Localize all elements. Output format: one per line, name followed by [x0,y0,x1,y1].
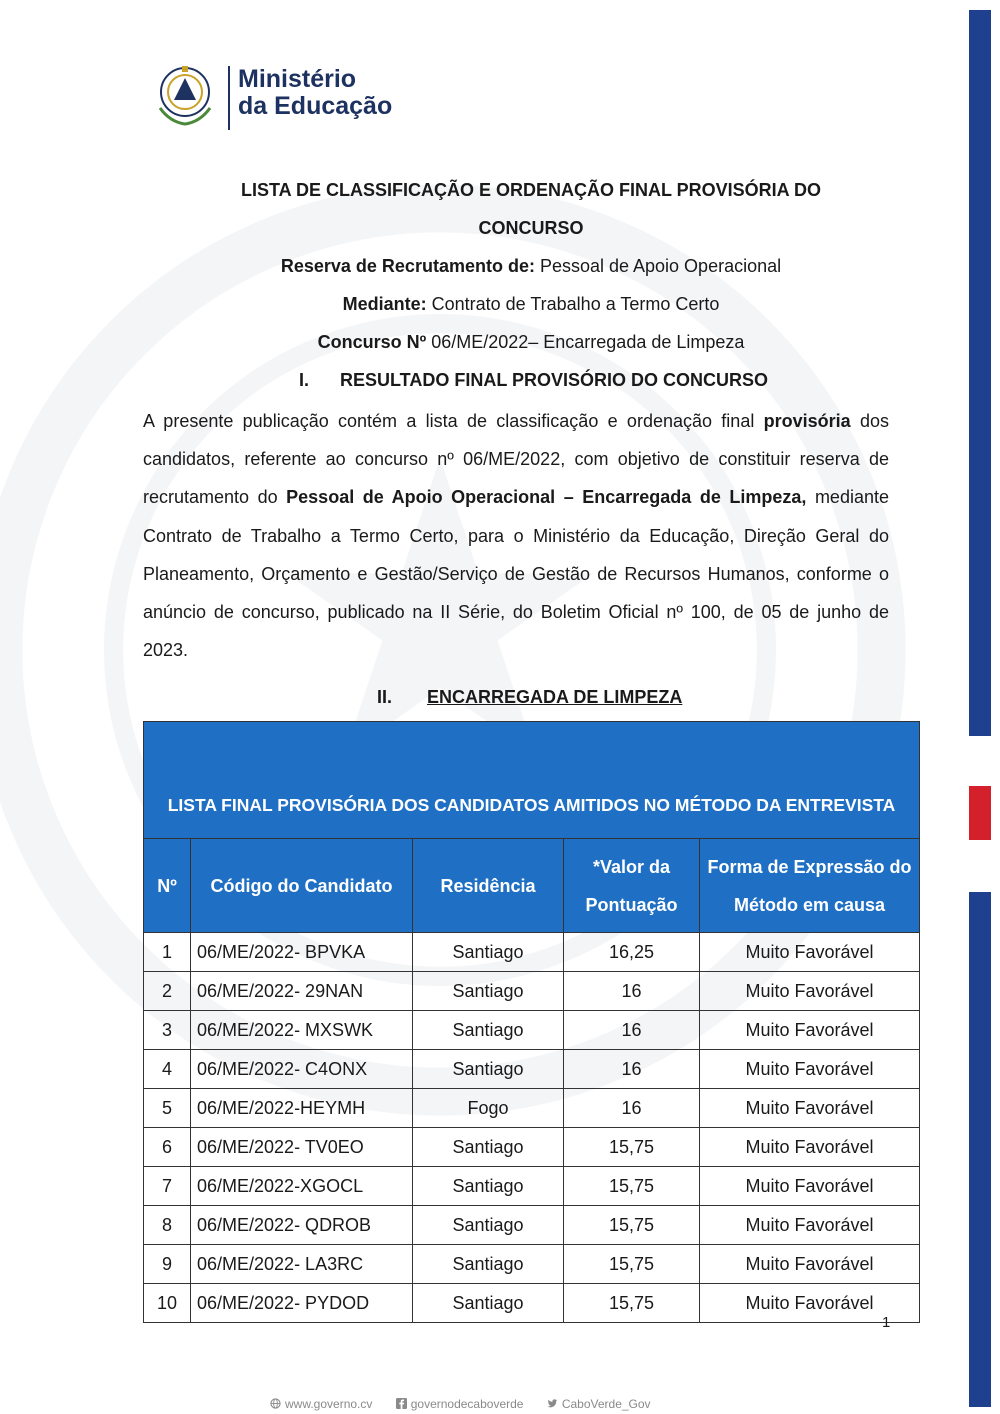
header-score-line-1: *Valor da [592,856,671,877]
document-title-line-1: LISTA DE CLASSIFICAÇÃO E ORDENAÇÃO FINAL PROVISÓRIA DO [240,180,822,200]
cell-residence: Santiago [413,1245,564,1284]
cell-residence: Santiago [413,1050,564,1089]
footer-facebook: governodecaboverde [410,1397,524,1411]
table-row [144,1206,920,1245]
cell-code: 06/ME/2022- PYDOD [191,1284,413,1323]
logo-line-1: Ministério [238,65,357,93]
table-title: LISTA FINAL PROVISÓRIA DOS CANDIDATOS AMITIDOS NO MÉTODO DA ENTREVISTA [144,722,920,839]
cell-residence: Santiago [413,1011,564,1050]
para-bold-1: provisória [763,411,851,431]
intro-paragraph [143,402,889,669]
para-text-3: mediante Contrato de Trabalho a Termo Certo, para o Ministério da Educação, Direção Geral do Planeamento, Orçamento e Gestão/Serviço de Gestão de Recursos Humanos, conforme o anúncio de concurso, publicado na II Série, do Boletim Oficial nº 100, de 05 de junho de 2023. [143,487,889,661]
cell-score: 16 [564,1089,700,1128]
cell-residence: Santiago [413,1284,564,1323]
header-score-line-2: Pontuação [585,894,678,915]
cell-num: 2 [144,972,191,1011]
cell-num: 9 [144,1245,191,1284]
cell-score: 16,25 [564,933,700,972]
table-row [144,933,920,972]
cell-num: 6 [144,1128,191,1167]
table-row [144,1245,920,1284]
cell-residence: Santiago [413,933,564,972]
cell-form: Muito Favorável [700,1206,920,1245]
side-bar-red [969,786,991,840]
cell-form: Muito Favorável [700,1167,920,1206]
concurso-line [143,332,919,352]
cell-code: 06/ME/2022- C4ONX [191,1050,413,1089]
cell-residence: Fogo [413,1089,564,1128]
document-title-line-2: CONCURSO [478,218,584,238]
cell-num: 4 [144,1050,191,1089]
header-code: Código do Candidato [191,839,413,933]
cell-residence: Santiago [413,1206,564,1245]
section-2-title: ENCARREGADA DE LIMPEZA [427,687,683,707]
footer-twitter-item[interactable] [547,1397,661,1411]
header-form-line-2: Método em causa [733,894,886,915]
side-bar-blue-top [969,10,991,736]
ministry-logo [148,62,408,134]
para-text-1: A presente publicação contém a lista de classificação e ordenação final [143,411,764,431]
cell-score: 16 [564,1011,700,1050]
cell-form: Muito Favorável [700,1050,920,1089]
footer [270,1397,690,1411]
cell-score: 15,75 [564,1245,700,1284]
cell-form: Muito Favorável [700,972,920,1011]
concurso-label: Concurso Nº [317,332,427,352]
cell-num: 5 [144,1089,191,1128]
concurso-value: 06/ME/2022– Encarregada de Limpeza [426,332,745,352]
cell-score: 15,75 [564,1206,700,1245]
mediante-line [143,294,919,314]
reserva-line [143,256,919,276]
cell-form: Muito Favorável [700,933,920,972]
cell-score: 15,75 [564,1284,700,1323]
cell-score: 16 [564,972,700,1011]
logo-line-2: da Educação [238,92,393,120]
cell-code: 06/ME/2022-XGOCL [191,1167,413,1206]
mediante-value: Contrato de Trabalho a Termo Certo [426,294,720,314]
table-row [144,1284,920,1323]
cell-residence: Santiago [413,1128,564,1167]
facebook-icon [396,1398,407,1409]
side-bar-blue-bottom [969,892,991,1407]
cell-code: 06/ME/2022- QDROB [191,1206,413,1245]
para-bold-2: Pessoal de Apoio Operacional – Encarregada de Limpeza, [286,487,807,508]
cell-code: 06/ME/2022- MXSWK [191,1011,413,1050]
cell-score: 15,75 [564,1167,700,1206]
footer-twitter: CaboVerde_Gov [561,1397,651,1411]
footer-facebook-item[interactable] [396,1397,537,1411]
header-num: Nº [144,839,191,933]
header-form-line-1: Forma de Expressão do [707,856,912,877]
table-row [144,1128,920,1167]
logo-text [238,66,392,120]
results-table [143,721,920,1323]
cell-num: 10 [144,1284,191,1323]
table-row [144,1167,920,1206]
cell-num: 1 [144,933,191,972]
header-form [700,839,920,933]
cell-form: Muito Favorável [700,1089,920,1128]
cell-residence: Santiago [413,972,564,1011]
cell-form: Muito Favorável [700,1011,920,1050]
cell-score: 16 [564,1050,700,1089]
cell-code: 06/ME/2022- 29NAN [191,972,413,1011]
table-row [144,1089,920,1128]
reserva-label: Reserva de Recrutamento de: [280,256,535,276]
header-score [564,839,700,933]
header-residence: Residência [413,839,564,933]
coat-of-arms-icon [148,62,222,132]
cell-code: 06/ME/2022-HEYMH [191,1089,413,1128]
cell-num: 3 [144,1011,191,1050]
globe-icon [270,1398,281,1409]
section-2-number: II. [377,687,393,707]
section-1-number: I. [299,370,310,390]
logo-divider [228,66,230,130]
cell-code: 06/ME/2022- TV0EO [191,1128,413,1167]
cell-code: 06/ME/2022- BPVKA [191,933,413,972]
table-row [144,1011,920,1050]
table-row [144,1050,920,1089]
cell-score: 15,75 [564,1128,700,1167]
cell-form: Muito Favorável [700,1128,920,1167]
cell-num: 7 [144,1167,191,1206]
cell-residence: Santiago [413,1167,564,1206]
mediante-label: Mediante: [342,294,427,314]
section-1-title: RESULTADO FINAL PROVISÓRIO DO CONCURSO [340,370,769,390]
cell-form: Muito Favorável [700,1284,920,1323]
footer-website: www.governo.cv [285,1397,373,1411]
cell-form: Muito Favorável [700,1245,920,1284]
table-row [144,972,920,1011]
page-number: 1 [882,1314,891,1331]
cell-code: 06/ME/2022- LA3RC [191,1245,413,1284]
cell-num: 8 [144,1206,191,1245]
twitter-icon [547,1398,558,1409]
reserva-value: Pessoal de Apoio Operacional [534,256,782,276]
footer-website-item[interactable] [270,1397,386,1411]
para-text-2: dos candidatos, referente ao concurso nº 06/ME/2022, com objetivo de constituir reserva de recrutamento do [143,411,889,508]
